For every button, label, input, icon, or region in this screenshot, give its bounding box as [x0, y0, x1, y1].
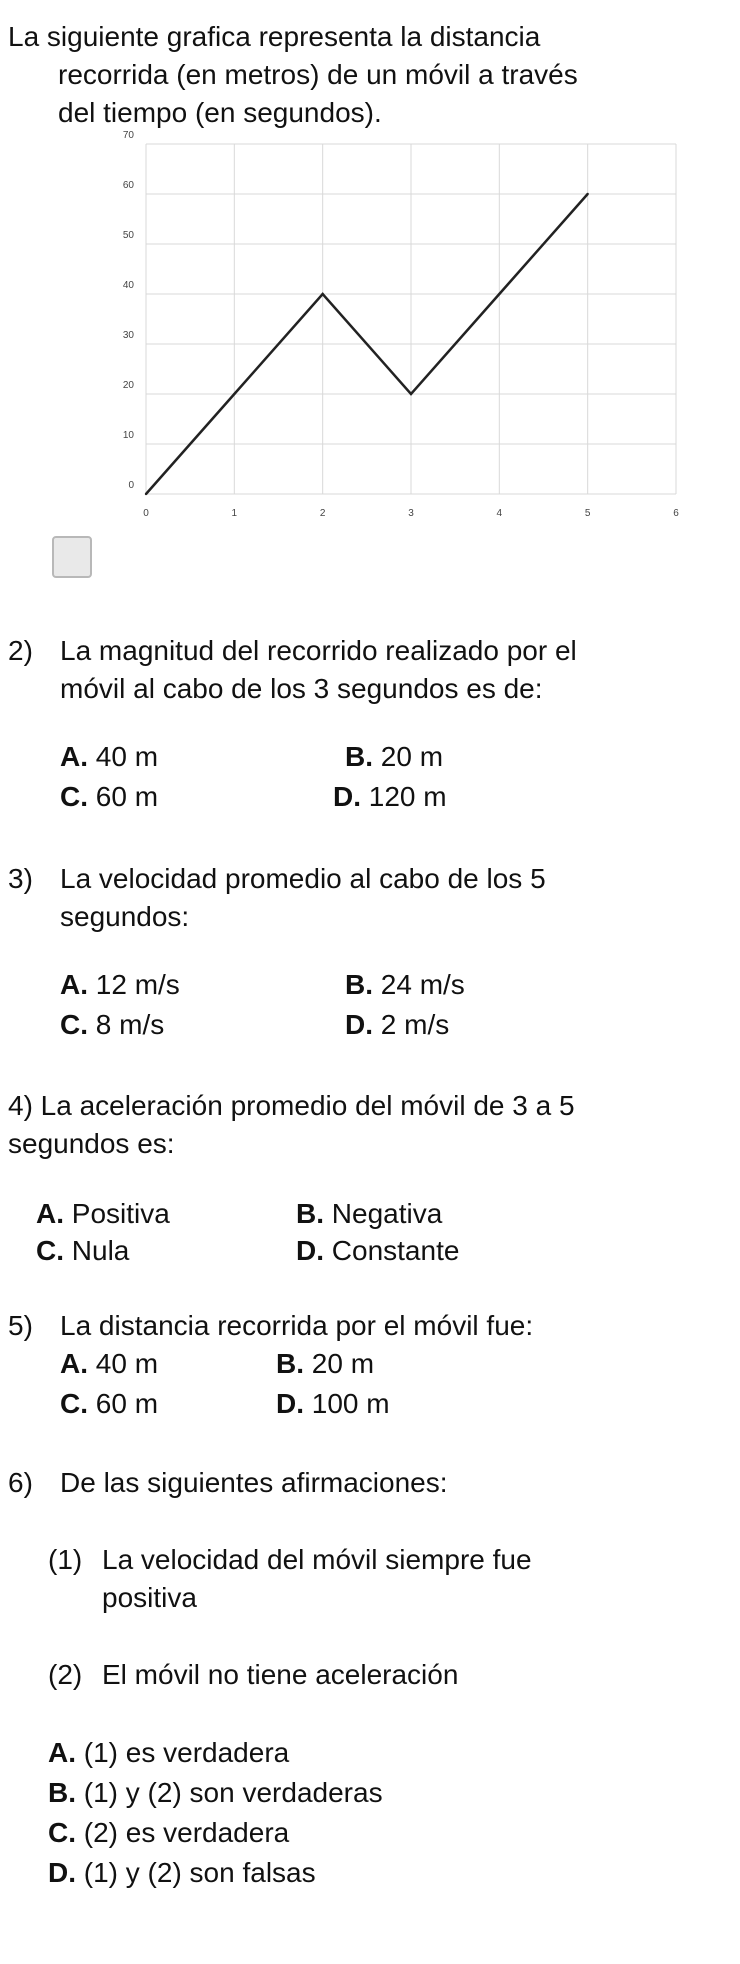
q6-statement-1-number: (1)	[48, 1544, 83, 1575]
option-text: 24 m/s	[373, 969, 465, 1000]
option-text: 20 m	[304, 1348, 375, 1379]
y-tick-label: 30	[122, 330, 134, 341]
option-letter: B.	[345, 741, 373, 772]
q5-option-c[interactable]	[60, 1385, 158, 1423]
q6-statement-2-line-1: El móvil no tiene aceleración	[102, 1659, 459, 1690]
data-point	[498, 293, 500, 295]
data-point	[145, 493, 147, 495]
q6-option-b[interactable]	[48, 1774, 383, 1812]
option-letter: B.	[48, 1777, 76, 1808]
option-text: 20 m	[373, 741, 444, 772]
option-text: 60 m	[88, 1388, 159, 1419]
data-point	[410, 393, 412, 395]
x-tick-label: 3	[408, 508, 414, 519]
x-tick-label: 6	[673, 508, 679, 519]
y-tick-label: 50	[122, 230, 134, 241]
q2-number: 2)	[8, 635, 33, 666]
q4-option-d[interactable]	[296, 1232, 459, 1270]
option-letter: A.	[60, 1348, 88, 1379]
q5-number: 5)	[8, 1310, 33, 1341]
y-tick-label: 20	[122, 380, 134, 391]
option-text: 12 m/s	[88, 969, 180, 1000]
data-point	[321, 293, 323, 295]
y-tick-label: 0	[128, 480, 134, 491]
option-text: Positiva	[64, 1198, 170, 1229]
q4-text-line-2: segundos es:	[8, 1128, 175, 1159]
q5-option-a[interactable]	[60, 1345, 158, 1383]
q2-text-line-2: móvil al cabo de los 3 segundos es de:	[60, 673, 543, 704]
option-text: (2) es verdadera	[76, 1817, 290, 1848]
y-tick-label: 10	[122, 430, 134, 441]
q6-statement-1-line-1: La velocidad del móvil siempre fue	[102, 1544, 532, 1575]
x-tick-label: 4	[496, 508, 503, 519]
option-letter: D.	[345, 1009, 373, 1040]
option-letter: C.	[48, 1817, 76, 1848]
option-letter: D.	[276, 1388, 304, 1419]
option-letter: A.	[36, 1198, 64, 1229]
option-letter: C.	[60, 1009, 88, 1040]
q5-option-d[interactable]	[276, 1385, 390, 1423]
option-letter: D.	[48, 1857, 76, 1888]
y-tick-label: 40	[122, 280, 134, 291]
q4-option-a[interactable]	[36, 1195, 170, 1233]
answer-checkbox[interactable]	[52, 536, 92, 578]
x-tick-label: 0	[143, 508, 149, 519]
x-tick-label: 5	[584, 508, 591, 519]
q5-option-b[interactable]	[276, 1345, 374, 1383]
option-text: (1) y (2) son falsas	[76, 1857, 316, 1888]
option-letter: A.	[48, 1737, 76, 1768]
q6-option-c[interactable]	[48, 1814, 289, 1852]
option-text: Negativa	[324, 1198, 443, 1229]
q2-option-b[interactable]	[345, 738, 443, 776]
data-point	[233, 393, 235, 395]
distance-time-chart	[100, 130, 690, 530]
q6-option-d[interactable]	[48, 1854, 316, 1892]
option-text: 100 m	[304, 1388, 390, 1419]
option-letter: B.	[296, 1198, 324, 1229]
option-letter: D.	[296, 1235, 324, 1266]
q4-text-line-1: 4) La aceleración promedio del móvil de 3 a 5	[8, 1090, 575, 1121]
option-text: (1) es verdadera	[76, 1737, 290, 1768]
option-text: 40 m	[88, 741, 159, 772]
q3-text-line-1: La velocidad promedio al cabo de los 5	[60, 863, 546, 894]
option-text: (1) y (2) son verdaderas	[76, 1777, 383, 1808]
q4-option-b[interactable]	[296, 1195, 442, 1233]
q5-text-line-1: La distancia recorrida por el móvil fue:	[60, 1310, 534, 1341]
option-letter: C.	[36, 1235, 64, 1266]
q3-number: 3)	[8, 863, 33, 894]
q3-text-line-2: segundos:	[60, 901, 190, 932]
option-letter: A.	[60, 969, 88, 1000]
q6-statement-1-line-2: positiva	[102, 1582, 197, 1613]
q3-option-c[interactable]	[60, 1006, 164, 1044]
q6-text-line-1: De las siguientes afirmaciones:	[60, 1467, 448, 1498]
option-letter: D.	[333, 781, 361, 812]
q6-option-a[interactable]	[48, 1734, 289, 1772]
q4-option-c[interactable]	[36, 1232, 129, 1270]
x-tick-label: 2	[319, 508, 326, 519]
q6-statement-2-number: (2)	[48, 1659, 83, 1690]
q6-number: 6)	[8, 1467, 33, 1498]
data-point	[586, 193, 588, 195]
y-tick-label: 70	[122, 130, 134, 141]
q3-option-b[interactable]	[345, 966, 465, 1004]
option-text: Nula	[64, 1235, 130, 1266]
q2-text-line-1: La magnitud del recorrido realizado por el	[60, 635, 577, 666]
q2-option-c[interactable]	[60, 778, 158, 816]
option-letter: C.	[60, 1388, 88, 1419]
option-text: 40 m	[88, 1348, 159, 1379]
option-text: 8 m/s	[88, 1009, 165, 1040]
option-letter: A.	[60, 741, 88, 772]
option-letter: B.	[276, 1348, 304, 1379]
option-letter: B.	[345, 969, 373, 1000]
option-text: 60 m	[88, 781, 159, 812]
q3-option-a[interactable]	[60, 966, 180, 1004]
option-text: Constante	[324, 1235, 460, 1266]
q2-option-d[interactable]	[333, 778, 447, 816]
option-text: 120 m	[361, 781, 447, 812]
q3-option-d[interactable]	[345, 1006, 449, 1044]
option-text: 2 m/s	[373, 1009, 450, 1040]
intro-line-2: recorrida (en metros) de un móvil a través	[58, 59, 578, 90]
intro-line-1: La siguiente grafica representa la distancia	[8, 21, 541, 52]
intro-line-3: del tiempo (en segundos).	[58, 97, 382, 128]
q2-option-a[interactable]	[60, 738, 158, 776]
x-tick-label: 1	[231, 508, 238, 519]
option-letter: C.	[60, 781, 88, 812]
y-tick-label: 60	[122, 180, 134, 191]
